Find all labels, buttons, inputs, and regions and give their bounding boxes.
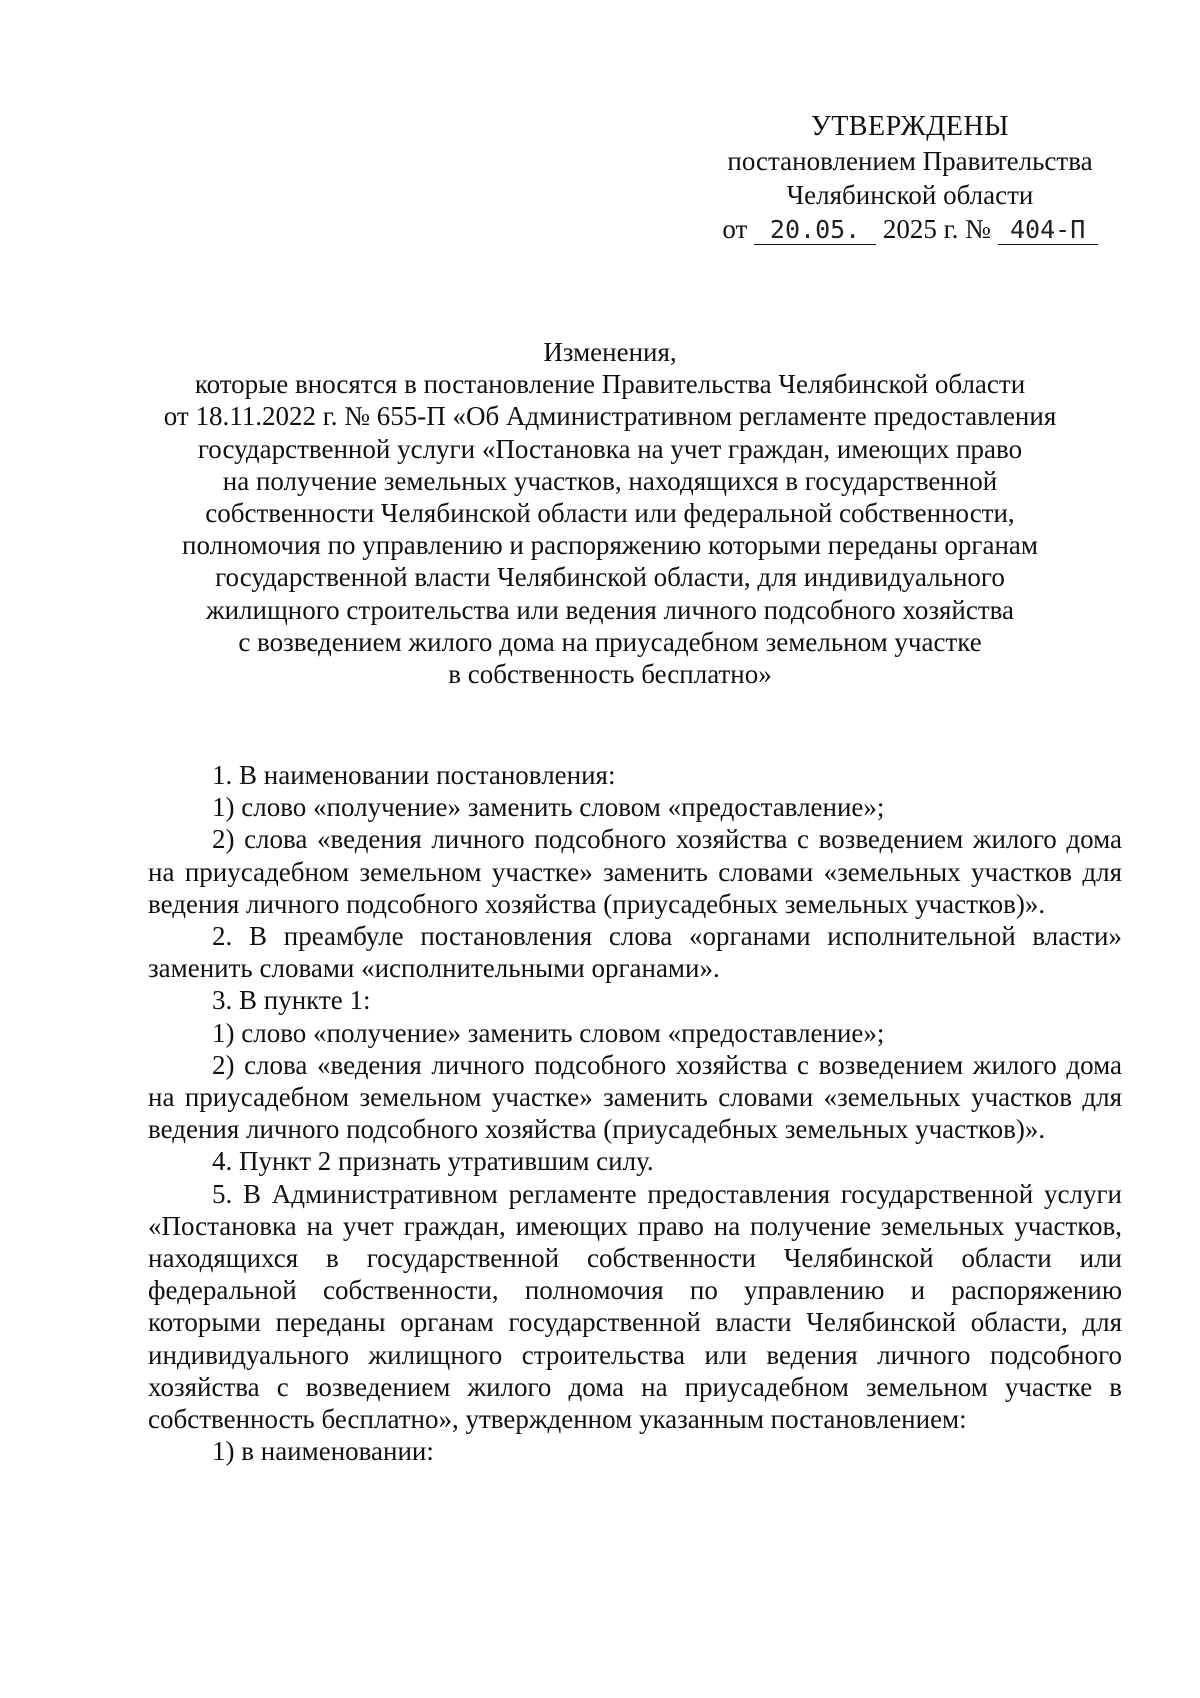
- approval-title: УТВЕРЖДЕНЫ: [810, 111, 1010, 142]
- title-line: государственной услуги «Постановка на учет граждан, имеющих право: [197, 433, 1023, 464]
- document-body: [148, 759, 1122, 1467]
- approval-date-year: 2025 г. №: [882, 214, 991, 244]
- body-paragraph: 1) слово «получение» заменить словом «предоставление»;: [212, 792, 885, 823]
- approval-date-value: 20.05.: [754, 216, 876, 245]
- title-line: от 18.11.2022 г. № 655-П «Об Административном регламенте предоставления: [163, 401, 1057, 432]
- approval-date-prefix: от: [722, 214, 748, 244]
- title-line: Изменения,: [543, 337, 677, 367]
- body-paragraph: 1. В наименовании постановления:: [212, 760, 616, 790]
- title-line: в собственность бесплатно»: [448, 659, 772, 690]
- body-paragraph: 3. В пункте 1:: [212, 985, 371, 1016]
- body-paragraph: 2) слова «ведения личного подсобного хозяйства с возведением жилого дома на приусадебном земельном участке» заменить словами «земельных участков для ведения личного подсобного хозяйства (приусадебных земельных участков)».: [148, 1049, 1122, 1145]
- title-line: которые вносятся в постановление Правительства Челябинской области: [194, 369, 1026, 400]
- approval-date-row: [700, 212, 1120, 246]
- title-line: собственности Челябинской области или федеральной собственности,: [205, 498, 1015, 529]
- approval-line-2: Челябинской области: [786, 180, 1034, 210]
- approval-stamp-block: [700, 110, 1120, 246]
- title-line: жилищного строительства или ведения личного подсобного хозяйства: [205, 594, 1015, 625]
- title-line: с возведением жилого дома на приусадебном земельном участке: [238, 626, 982, 657]
- approval-number-value: 404-П: [998, 216, 1098, 245]
- body-paragraph: 4. Пункт 2 признать утратившим силу.: [212, 1146, 654, 1177]
- body-paragraph: 2) слова «ведения личного подсобного хозяйства с возведением жилого дома на приусадебном земельном участке» заменить словами «земельных участков для ведения личного подсобного хозяйства (приусадебных земельных участков)».: [148, 824, 1122, 919]
- title-line: на получение земельных участков, находящихся в государственной: [222, 465, 998, 496]
- title-line: государственной власти Челябинской области, для индивидуального: [215, 562, 1005, 593]
- body-paragraph: 5. В Административном регламенте предоставления государственной услуги «Постановка на учет граждан, имеющих право на получение земельных участков, находящихся в государственной собственности Челябинской области или федеральной собственности, полномочия по управлению и распоряжению которыми переданы органам государственной власти Челябинской области, для индивидуального жилищного строительства или ведения личного подсобного хозяйства с возведением жилого дома на приусадебном земельном участке в собственность бесплатно», утвержденном указанным постановлением:: [148, 1178, 1122, 1435]
- body-paragraph: 1) в наименовании:: [212, 1436, 434, 1467]
- body-paragraph: 2. В преамбуле постановления слова «органами исполнительной власти» заменить словами «исполнительными органами».: [148, 921, 1122, 984]
- body-paragraph: 1) слово «получение» заменить словом «предоставление»;: [212, 1017, 885, 1048]
- approval-line-1: постановлением Правительства: [727, 146, 1093, 176]
- document-title-block: [130, 336, 1090, 690]
- title-line: полномочия по управлению и распоряжению которыми переданы органам: [182, 530, 1038, 561]
